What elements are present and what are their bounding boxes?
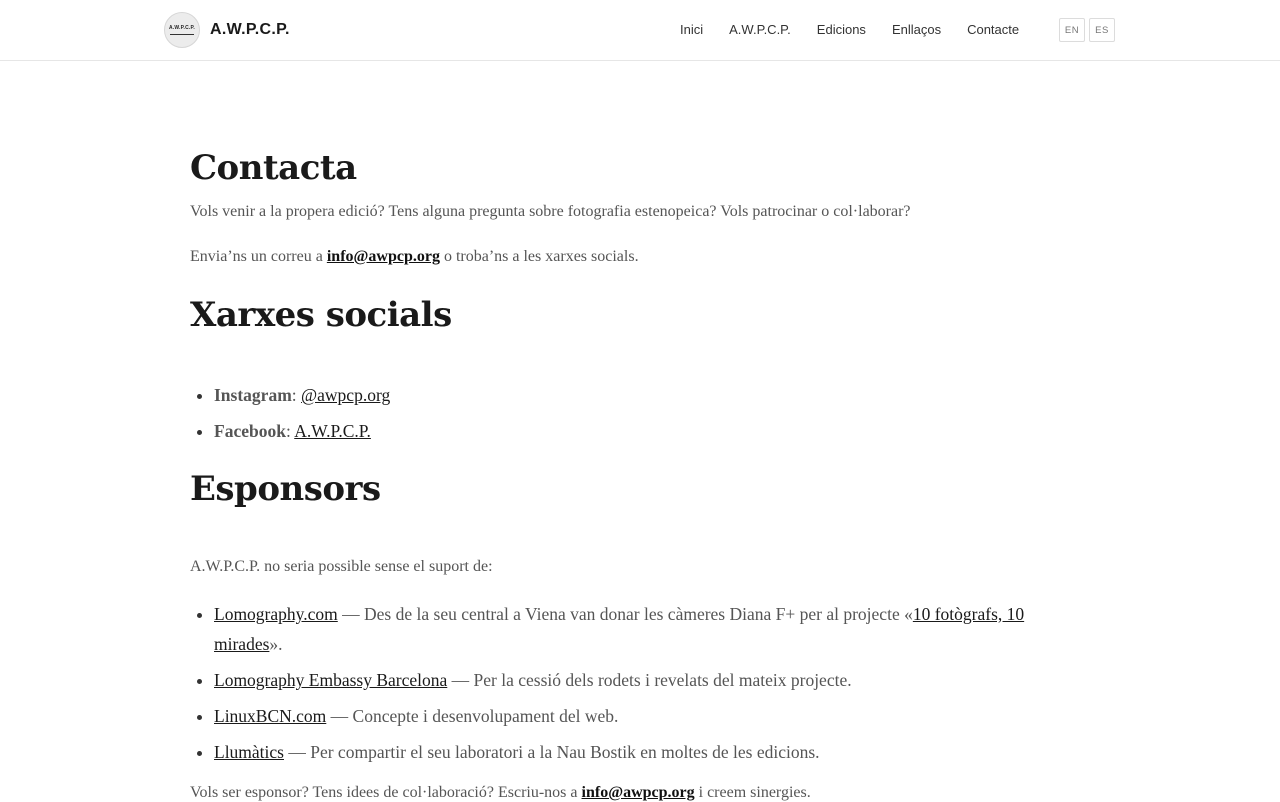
instagram-link[interactable]: @awpcp.org [301,385,391,405]
logo-line [170,34,194,35]
outro-prefix: Vols ser esponsor? Tens idees de col·laboració? Escriu-nos a [190,784,582,801]
sponsor-link-lomography[interactable]: Lomography.com [214,604,338,624]
social-heading: Xarxes socials [190,295,452,335]
project-link[interactable]: 10 fotògrafs, 10 mirades [214,604,1025,654]
sponsor-desc: — Per compartir el seu laboratori a la Nau Bostik en moltes de les edicions. [283,742,820,762]
contact-email-line [190,248,639,266]
social-label-instagram: Instagram [214,385,292,405]
sponsors-intro: A.W.P.C.P. no seria possible sense el suport de: [190,558,493,575]
sponsor-link-linuxbcn[interactable]: LinuxBCN.com [214,706,327,726]
language-switcher [1059,18,1115,42]
lang-en-button[interactable]: EN [1059,18,1085,42]
logo-icon[interactable] [164,12,200,48]
lang-es-button[interactable]: ES [1089,18,1115,42]
sponsor-desc: — Per la cessió dels rodets i revelats del mateix projecte. [447,670,852,690]
separator: : [291,385,302,405]
nav-item-contacte[interactable]: Contacte [967,22,1020,37]
nav-item-edicions[interactable]: Edicions [816,22,866,37]
nav-item-enllacos[interactable]: Enllaços [891,22,942,37]
outro-suffix: i creem sinergies. [694,784,811,801]
contact-intro: Vols venir a la propera edició? Tens alguna pregunta sobre fotografia estenopeica? Vols patrocinar o col·laborar? [190,203,911,220]
brand[interactable] [164,12,290,48]
main-nav [680,21,1019,38]
page-title: Contacta [190,148,357,188]
email-link[interactable]: info@awpcp.org [326,248,440,265]
site-title[interactable]: A.W.P.C.P. [210,21,290,38]
sponsor-desc: — Concepte i desenvolupament del web. [326,706,619,726]
nav-item-inici[interactable]: Inici [680,22,704,37]
email-prefix: Envia’ns un correu a [190,248,327,265]
sponsor-desc-end: ». [269,634,283,654]
sponsors-list [214,599,1090,773]
list-item [214,701,1090,731]
outro-email-link[interactable]: info@awpcp.org [581,784,695,801]
list-item [214,380,390,410]
list-item [214,665,1090,695]
nav-item-awpcp[interactable]: A.W.P.C.P. [729,22,791,37]
site-header [0,0,1280,61]
list-item [214,737,1090,767]
social-list [214,380,390,452]
facebook-link[interactable]: A.W.P.C.P. [294,421,371,441]
logo-text: A.W.P.C.P. [169,25,195,31]
sponsor-link-llumatics[interactable]: Llumàtics [214,742,284,762]
social-label-facebook: Facebook [214,421,286,441]
sponsors-outro [190,784,811,802]
list-item [214,416,390,446]
sponsors-heading: Esponsors [190,469,381,509]
separator: : [285,421,295,441]
list-item [214,599,1090,659]
email-suffix: o troba’ns a les xarxes socials. [439,248,639,265]
sponsor-link-embassy[interactable]: Lomography Embassy Barcelona [214,670,448,690]
sponsor-desc: — Des de la seu central a Viena van donar les càmeres Diana F+ per al projecte « [337,604,913,624]
